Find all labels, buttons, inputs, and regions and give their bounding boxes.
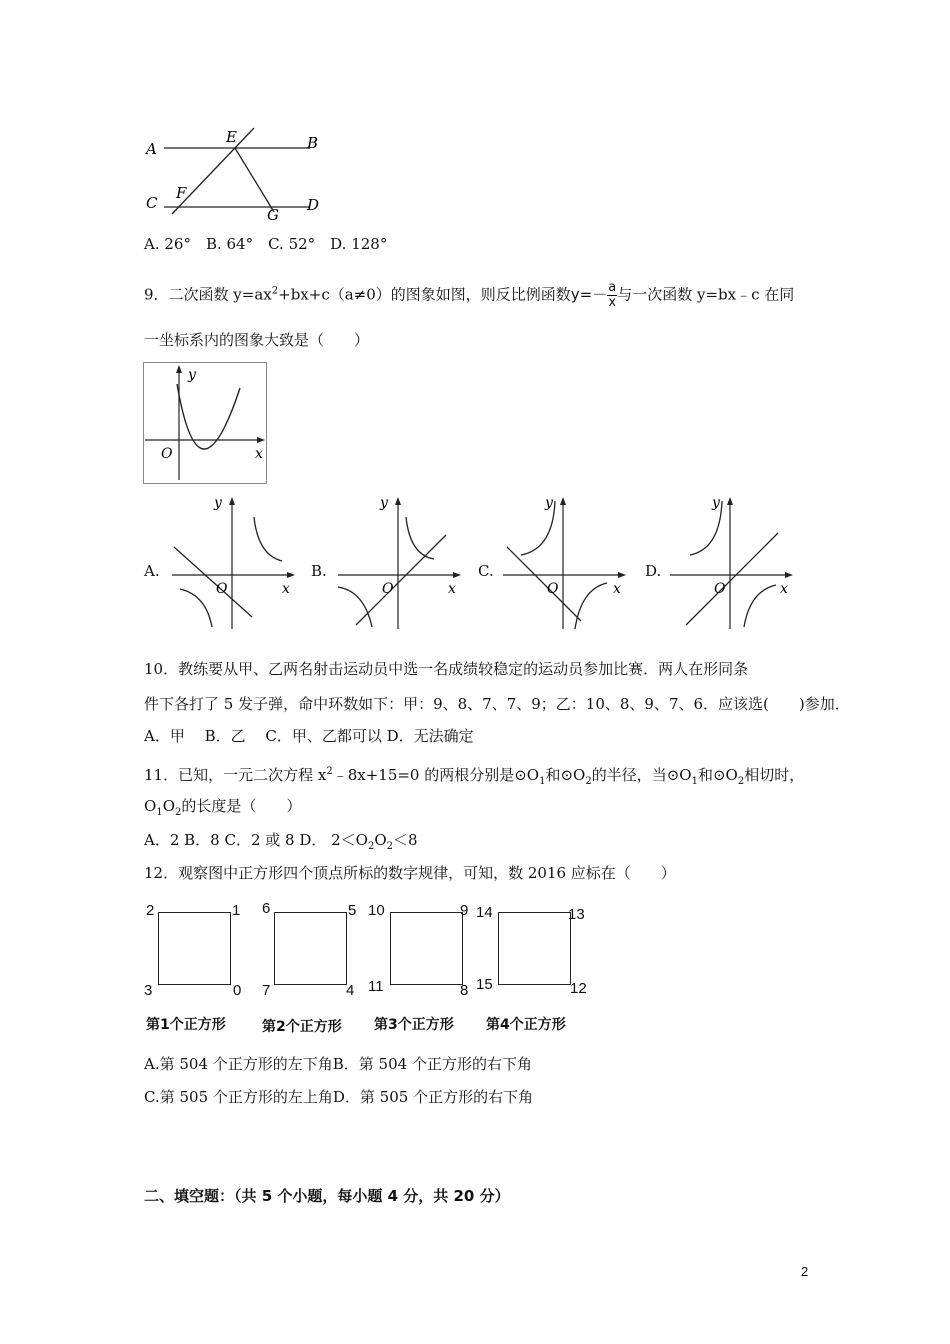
square-3 (390, 912, 463, 985)
q9-option-b-graph (334, 493, 464, 631)
square-1-tl: 2 (146, 902, 155, 919)
svg-text:O: O (547, 581, 559, 597)
q9-option-a-graph (168, 493, 298, 631)
square-4 (498, 912, 571, 985)
square-1-bl: 3 (144, 982, 153, 999)
q9-option-c-label: C. (478, 562, 494, 580)
svg-text:O: O (216, 581, 228, 597)
label-c: C (146, 194, 158, 212)
square-2-tl: 6 (262, 900, 271, 917)
q11-line1: 11．已知，一元二次方程 $x^2﹣8x+15=0$ 的两根分别是$⊙O_1$和$⊙O_2$的半径，当$⊙O_1$和$⊙O_2$相切时， (144, 766, 805, 787)
q9-option-c-graph (499, 493, 629, 631)
square-4-caption: 第4个正方形 (486, 1017, 566, 1033)
square-3-bl: 11 (368, 978, 384, 995)
label-f: F (176, 184, 187, 202)
q11-line2: $O_1O_2$的长度是（ ） (144, 797, 302, 818)
square-1 (158, 912, 231, 985)
svg-text:x: x (613, 581, 621, 597)
square-3-br: 8 (460, 982, 469, 999)
q9-fraction-prefix: y=－ (570, 285, 608, 304)
square-4-tr: 13 (568, 906, 585, 923)
svg-text:y: y (712, 495, 720, 511)
label-a: A (146, 140, 157, 158)
q10-options: A．甲 B．乙 C．甲、乙都可以 D．无法确定 (144, 727, 474, 745)
square-4-tl: 14 (476, 904, 493, 921)
svg-text:y: y (380, 495, 388, 511)
q10-line2: 件下各打了 5 发子弹，命中环数如下：甲：9、8、7、7、9；乙：10、8、9、7、6．应该选( )参加． (144, 695, 850, 713)
q9-option-b-label: B. (311, 562, 327, 580)
q12-question: 12．观察图中正方形四个顶点所标的数字规律，可知，数 2016 应标在（ ） (144, 864, 676, 882)
q9-option-a-label: A. (144, 562, 160, 580)
svg-text:y: y (214, 495, 222, 511)
svg-text:O: O (714, 581, 726, 597)
q12-options-ab: A.第 504 个正方形的左下角B．第 504 个正方形的右下角 (144, 1055, 532, 1073)
svg-text:x: x (282, 581, 290, 597)
q10-line1: 10．教练要从甲、乙两名射击运动员中选一名成绩较稳定的运动员参加比赛．两人在形同条 (144, 660, 749, 678)
section-2-heading: 二、填空题：（共 5 个小题，每小题 4 分，共 20 分） (144, 1187, 510, 1205)
q9-option-d-graph (666, 493, 796, 631)
square-2-br: 4 (346, 982, 355, 999)
svg-text:x: x (255, 446, 263, 462)
label-g: G (267, 206, 279, 220)
square-2 (274, 912, 347, 985)
svg-text:O: O (382, 581, 394, 597)
square-2-tr: 5 (348, 902, 357, 919)
q8-options: A. 26° B. 64° C. 52° D. 128° (144, 235, 388, 253)
square-4-bl: 15 (476, 976, 493, 993)
square-2-caption: 第2个正方形 (262, 1019, 342, 1035)
svg-text:y: y (545, 495, 553, 511)
q12-options-cd: C.第 505 个正方形的左上角D．第 505 个正方形的右下角 (144, 1088, 534, 1106)
svg-text:y: y (188, 367, 196, 383)
page-number: 2 (801, 1264, 809, 1279)
q12-squares-figure (142, 900, 590, 1040)
svg-text:x: x (448, 581, 456, 597)
label-b: B (307, 134, 319, 152)
square-4-br: 12 (570, 980, 587, 997)
square-1-tr: 1 (232, 902, 241, 919)
square-2-bl: 7 (262, 982, 271, 999)
q11-options: A．2 B．8 C．2 或 8 D． $2<O_2O_2<8$ (144, 831, 418, 852)
square-1-br: 0 (233, 982, 242, 999)
label-d: D (307, 196, 320, 214)
square-3-tl: 10 (368, 902, 385, 919)
q9-line2: 一坐标系内的图象大致是（ ） (144, 331, 370, 349)
square-3-caption: 第3个正方形 (374, 1017, 454, 1033)
square-3-tr: 9 (460, 902, 469, 919)
square-1-caption: 第1个正方形 (146, 1017, 226, 1033)
q9-parabola-figure (143, 362, 267, 484)
q9-fraction: $\frac{a}{x}$ (608, 280, 617, 310)
label-e: E (226, 128, 237, 146)
svg-text:O: O (161, 446, 173, 462)
svg-text:x: x (780, 581, 788, 597)
q9-option-d-label: D. (645, 562, 662, 580)
q9-line1: 9．二次函数 $y=ax^2+bx+c(a\ne 0)$的图象如图，则反比例函数y=－ $\frac{a}{x}$ 与一次函数 y=bx﹣c 在同 (144, 280, 795, 310)
q8-figure (142, 124, 324, 220)
